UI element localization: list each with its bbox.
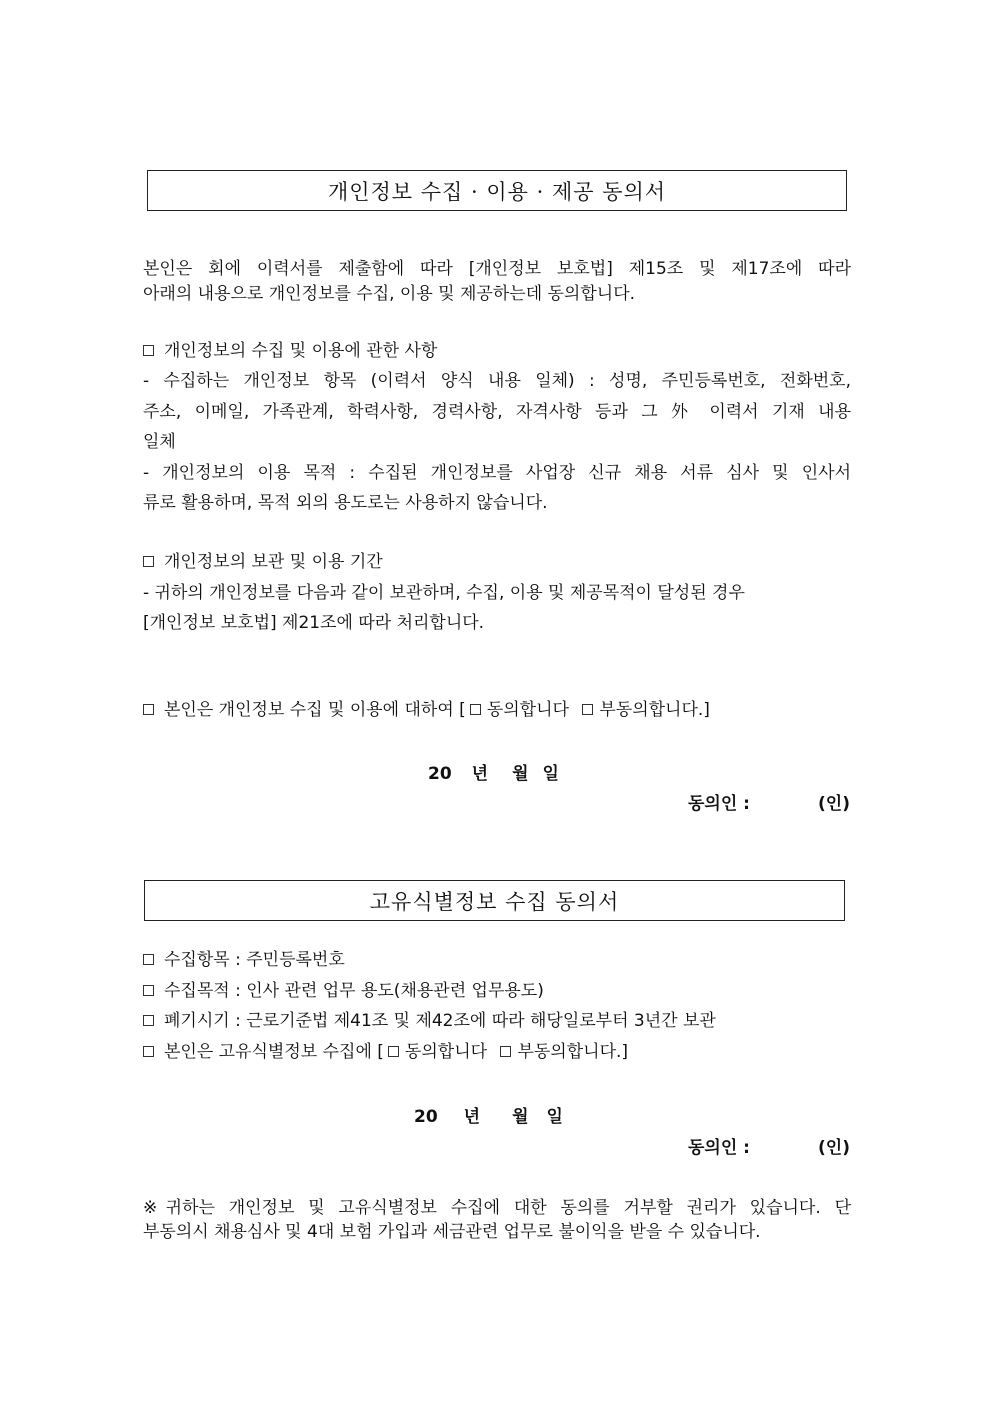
agree-label: 동의합니다: [404, 1042, 488, 1062]
agree-checkbox[interactable]: [470, 704, 481, 715]
checkbox-icon[interactable]: [143, 1046, 154, 1057]
item1-heading-text: 개인정보의 수집 및 이용에 관한 사항: [164, 341, 438, 361]
item1-line-1: - 수집하는 개인정보 항목 (이력서 양식 내용 일체) : 성명, 주민등록번호, 전화번호,: [143, 371, 851, 391]
notice-line-1: ※귀하는 개인정보 및 고유식별정보 수집에 대한 동의를 거부할 권리가 있습니다. 단: [143, 1198, 851, 1218]
disagree-label: 부동의합니다.]: [599, 700, 710, 720]
checkbox-icon[interactable]: [143, 704, 154, 715]
section1-consent-row: [143, 699, 710, 721]
consent-prefix: 본인은 고유식별정보 수집에 [: [164, 1042, 384, 1062]
disagree-checkbox[interactable]: [500, 1046, 511, 1057]
notice-line-2: 부동의시 채용심사 및 4대 보험 가입과 세금관련 업무로 불이익을 받을 수 있습니다.: [143, 1222, 761, 1242]
item2-heading-text: 개인정보의 보관 및 이용 기간: [164, 552, 383, 572]
section1-seal: (인): [818, 794, 850, 814]
consent-prefix: 본인은 개인정보 수집 및 이용에 대하여 [: [164, 700, 466, 720]
section2-item-2-text: 수집목적 : 인사 관련 업무 용도(채용관련 업무용도): [164, 981, 544, 1001]
checkbox-icon[interactable]: [143, 1015, 154, 1026]
section2-signer-label: 동의인 :: [688, 1138, 750, 1158]
date-day-unit: 일: [546, 1107, 563, 1127]
disagree-label: 부동의합니다.]: [517, 1042, 629, 1062]
date-month-unit: 월: [512, 764, 529, 784]
checkbox-icon[interactable]: [143, 954, 154, 965]
section1-intro-line-1: 본인은 회에 이력서를 제출함에 따라 [개인정보 보호법] 제15조 및 제17조에 따라: [143, 259, 851, 279]
section1-title: 개인정보 수집 · 이용 · 제공 동의서: [147, 170, 847, 211]
checkbox-icon[interactable]: [143, 345, 154, 356]
section1-date: [428, 759, 559, 784]
disagree-checkbox[interactable]: [582, 704, 593, 715]
item1-heading: [143, 340, 437, 362]
item2-line-2: [개인정보 보호법] 제21조에 따라 처리합니다.: [143, 613, 485, 633]
section2-item-1: [143, 949, 345, 971]
item1-line-4: - 개인정보의 이용 목적 : 수집된 개인정보를 사업장 신규 채용 서류 심사 및 인사서: [143, 463, 851, 483]
section1-intro-line-2: 아래의 내용으로 개인정보를 수집, 이용 및 제공하는데 동의합니다.: [143, 284, 636, 304]
section2-title: 고유식별정보 수집 동의서: [144, 880, 845, 921]
section2-seal: (인): [818, 1138, 850, 1158]
section2-consent-row: [143, 1041, 628, 1063]
item1-line-5: 류로 활용하며, 목적 외의 용도로는 사용하지 않습니다.: [143, 493, 548, 513]
section2-item-2: [143, 980, 544, 1002]
checkbox-icon[interactable]: [143, 556, 154, 567]
date-year-unit: 년: [471, 764, 489, 784]
date-year-unit: 년: [463, 1107, 481, 1127]
date-year: 20: [414, 1107, 438, 1127]
date-month-unit: 월: [512, 1107, 529, 1127]
section2-date: [414, 1102, 563, 1127]
section2-item-3-text: 폐기시기 : 근로기준법 제41조 및 제42조에 따라 해당일로부터 3년간 보관: [164, 1011, 716, 1031]
item2-line-1: - 귀하의 개인정보를 다음과 같이 보관하며, 수집, 이용 및 제공목적이 달성된 경우: [143, 583, 745, 603]
section2-item-3: [143, 1010, 716, 1032]
date-year: 20: [428, 764, 452, 784]
agree-checkbox[interactable]: [388, 1046, 399, 1057]
agree-label: 동의합니다: [486, 700, 569, 720]
date-day-unit: 일: [542, 764, 559, 784]
item2-heading: [143, 551, 383, 573]
section2-item-1-text: 수집항목 : 주민등록번호: [164, 950, 345, 970]
item1-line-3: 일체: [143, 432, 176, 452]
section1-signer-label: 동의인 :: [688, 794, 750, 814]
item1-line-2: 주소, 이메일, 가족관계, 학력사항, 경력사항, 자격사항 등과 그 外 이력서 기재 내용: [143, 402, 851, 422]
checkbox-icon[interactable]: [143, 985, 154, 996]
